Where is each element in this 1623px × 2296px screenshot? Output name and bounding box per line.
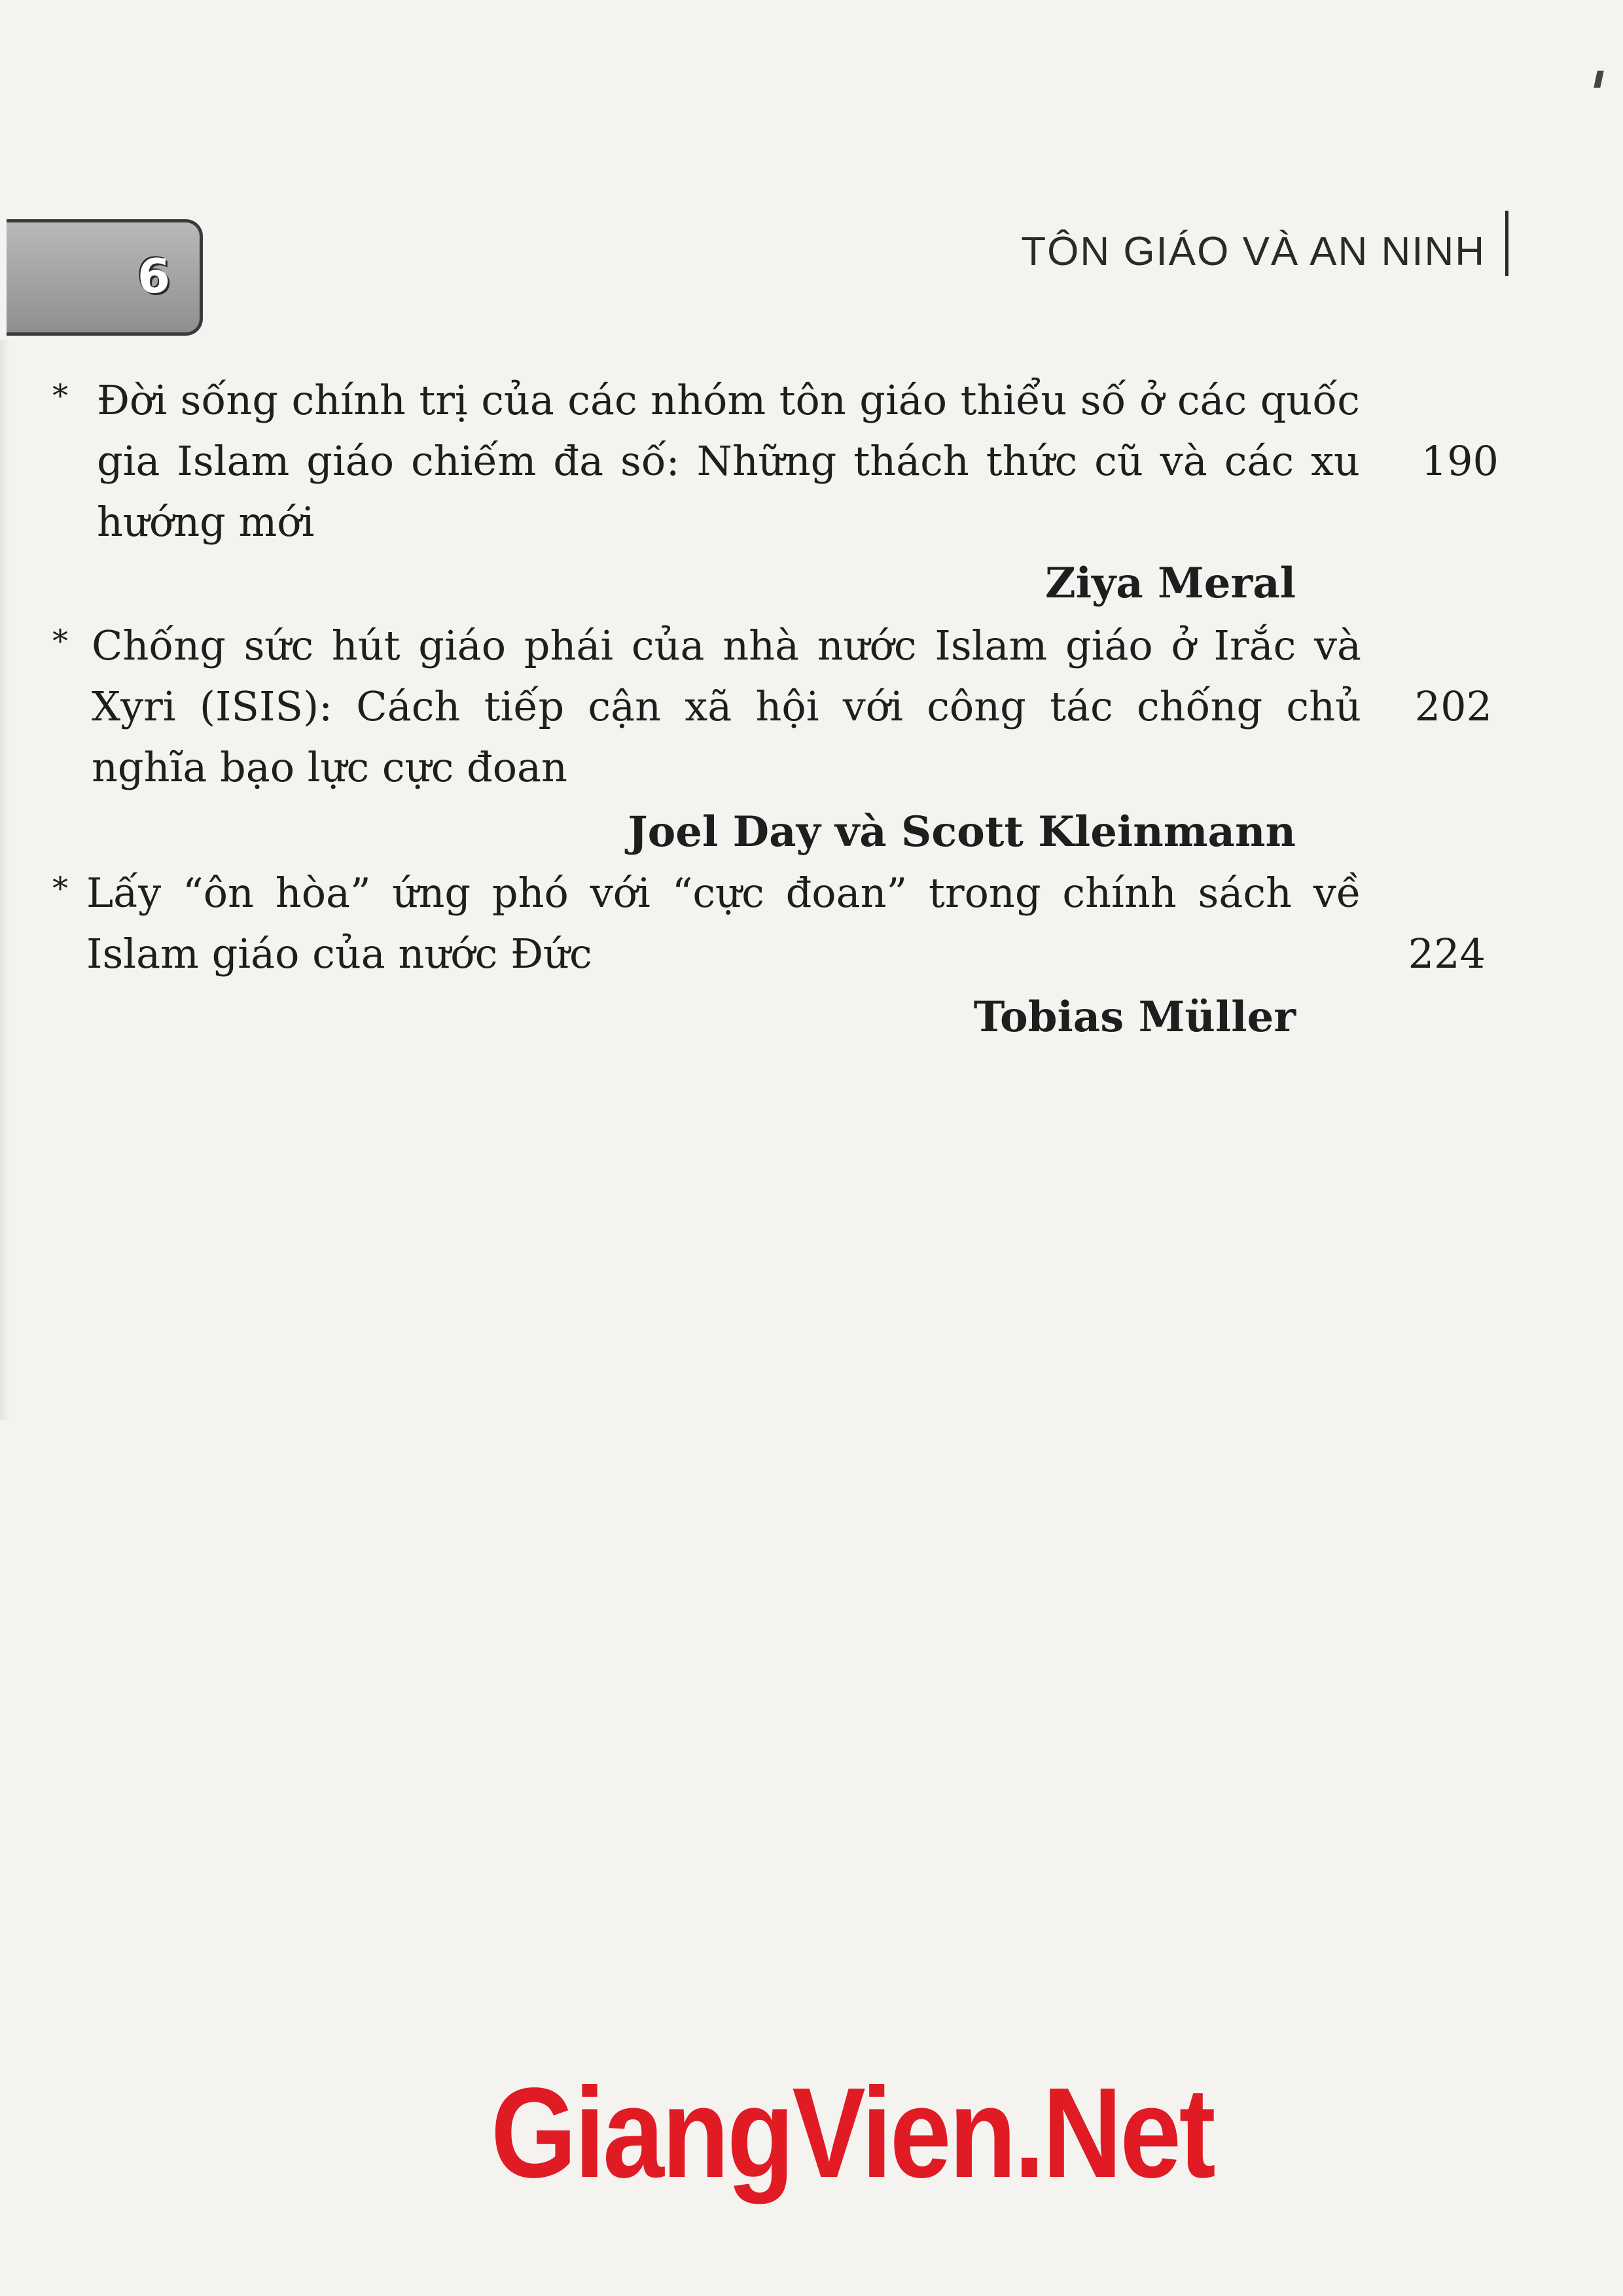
toc-entry-author: Joel Day và Scott Kleinmann xyxy=(628,807,1296,857)
page-edge-shadow xyxy=(0,340,9,1420)
toc-entry xyxy=(52,615,1492,864)
corner-mark xyxy=(1594,71,1604,88)
page-number: 6 xyxy=(137,249,171,304)
header-divider xyxy=(1505,211,1508,276)
toc-bullet: * xyxy=(52,623,68,660)
toc-page-number: 202 xyxy=(1414,682,1492,730)
running-title: TÔN GIÁO VÀ AN NINH xyxy=(1021,229,1486,274)
toc-entry-title: Lấy “ôn hòa” ứng phó với “cực đoan” trong chính sách về Islam giáo của nước Đức xyxy=(86,869,1361,978)
toc-entry xyxy=(52,862,1486,1059)
toc-entry-title: Chống sức hút giáo phái của nhà nước Islam giáo ở Irắc và Xyri (ISIS): Cách tiếp cận xã hội với công tác chống chủ nghĩa bạo lực cực đoan xyxy=(92,622,1361,791)
watermark: GiangVien.Net xyxy=(491,2061,1214,2204)
toc-entry-author: Ziya Meral xyxy=(1044,559,1296,608)
toc-entry xyxy=(52,370,1499,618)
toc-page-number: 190 xyxy=(1421,437,1499,485)
toc-bullet: * xyxy=(52,378,68,414)
toc-bullet: * xyxy=(52,870,68,907)
toc-entry-author: Tobias Müller xyxy=(973,993,1296,1042)
toc-page-number: 224 xyxy=(1408,930,1486,978)
toc-entry-title: Đời sống chính trị của các nhóm tôn giáo thiểu số ở các quốc gia Islam giáo chiếm đa số: Những thách thức cũ và các xu hướng mới xyxy=(97,376,1360,546)
